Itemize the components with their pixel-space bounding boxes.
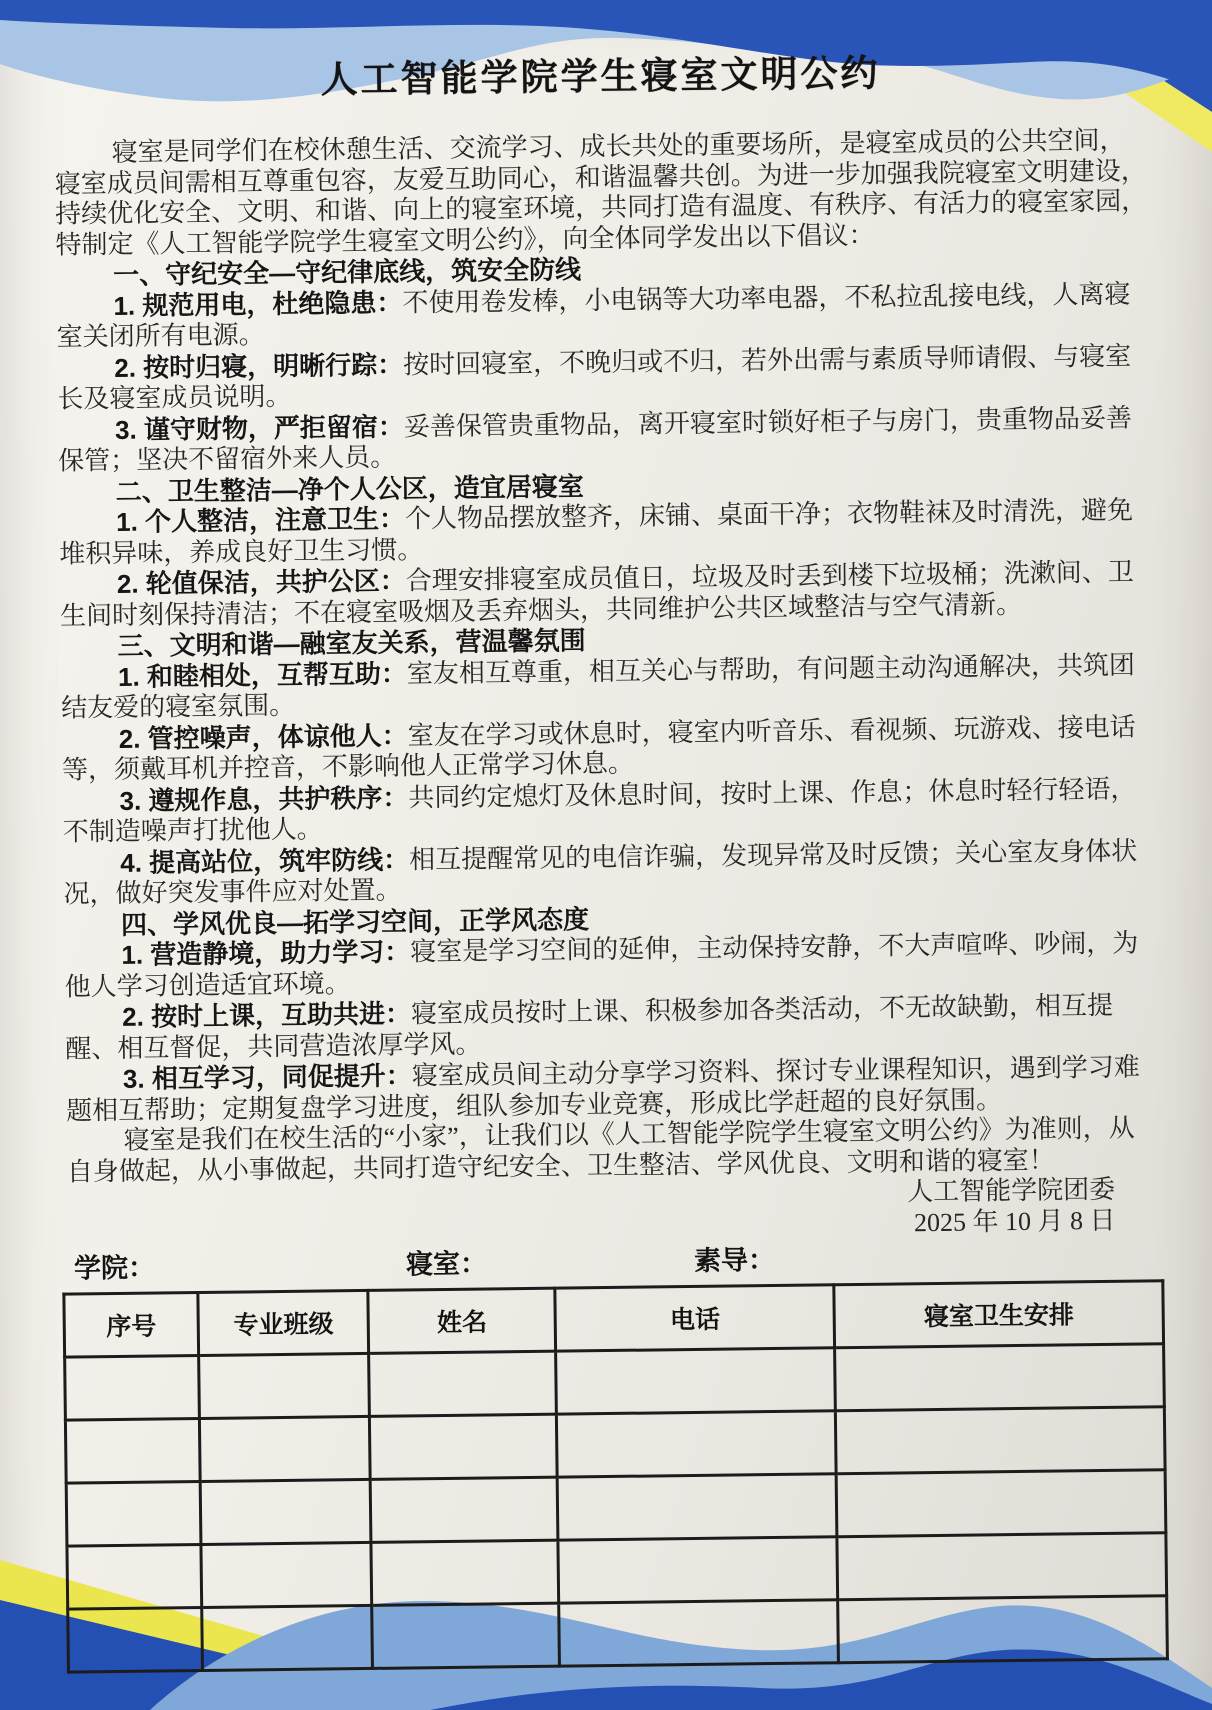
document-body <box>54 125 1161 1237</box>
section-2-heading: 二、卫生整洁—净个人公区，造宜居寝室 <box>115 470 584 507</box>
item-text: 共同约定熄灯及休息时间，按时上课、作息；休息时轻行轻语，不制造噪声打扰他人。 <box>62 774 1137 847</box>
table-cell <box>835 1344 1164 1411</box>
header-seq: 序号 <box>64 1293 199 1358</box>
table-cell <box>557 1411 837 1477</box>
table-cell <box>65 1356 200 1421</box>
table-cell <box>372 1603 560 1668</box>
item-text: 个人物品摆放整齐，床铺、桌面干净；衣物鞋袜及时清洗，避免堆积异味，养成良好卫生习惯。 <box>59 495 1134 569</box>
table-cell <box>199 1416 370 1481</box>
intro-paragraph: 寝室是同学们在校休憩生活、交流学习、成长共处的重要场所，是寝室成员的公共空间，寝室成员间需相互尊重包容，友爱互助同心，和谐温馨共创。为进一步加强我院寝室文明建设，持续优化安全、文明、和谐、向上的寝室环境，共同打造有温度、有秩序、有活力的寝室家园，特制定《人工智能学院学生寝室文明公约》，向全体同学发出以下倡议： <box>54 125 1148 260</box>
table-cell <box>556 1348 836 1414</box>
table-cell <box>836 1470 1165 1537</box>
date: 2025 年 10 月 8 日 <box>913 1205 1116 1237</box>
item-text: 合理安排寝室成员值日，垃圾及时丢到楼下垃圾桶；洗漱间、卫生间时刻保持清洁；不在寝室吸烟及丢弃烟头，共同维护公共区域整洁与空气清新。 <box>59 557 1134 631</box>
item-text: 按时回寝室，不晚归或不归，若外出需与素质导师请假、与寝室长及寝室成员说明。 <box>57 341 1132 414</box>
item-text: 妥善保管贵重物品，离开寝室时锁好柜子与房门，贵重物品妥善保管；坚决不留宿外来人员。 <box>58 403 1133 476</box>
table-cell <box>837 1533 1166 1600</box>
signature: 人工智能学院团委 <box>906 1174 1116 1207</box>
item-text: 室友相互尊重，相互关心与帮助，有问题主动沟通解决，共筑团结友爱的寝室氛围。 <box>61 650 1136 723</box>
table-cell <box>558 1537 838 1603</box>
header-major-class: 专业班级 <box>198 1290 369 1355</box>
item-lead: 3. 遵规作息，共护秩序： <box>119 781 409 816</box>
table-cell <box>68 1608 203 1673</box>
item-lead: 3. 谨守财物，严拒留宿： <box>114 410 405 445</box>
table-cell <box>200 1479 371 1544</box>
item-lead: 2. 按时上课，互助共进： <box>121 998 412 1032</box>
table-cell <box>836 1407 1165 1474</box>
item-lead: 4. 提高站位，筑牢防线： <box>120 843 410 878</box>
item-text: 不使用卷发棒，小电锅等大功率电器，不私拉乱接电线，人离寝室关闭所有电源。 <box>56 279 1131 352</box>
table-cell <box>370 1414 558 1479</box>
dorm-label: 寝室： <box>405 1248 488 1280</box>
item-lead: 2. 按时归寝，明晰行踪： <box>114 348 404 383</box>
header-hygiene: 寝室卫生安排 <box>834 1281 1163 1348</box>
table-cell <box>65 1419 200 1484</box>
item-text: 室友在学习或休息时，寝室内听音乐、看视频、玩游戏、接电话等，须戴耳机并控音，不影响他人正常学习休息。 <box>61 712 1136 785</box>
section-4-heading: 四、学风优良—拓学习空间，正学风态度 <box>120 903 590 940</box>
table-cell <box>66 1482 201 1547</box>
roster-table <box>62 1279 1169 1673</box>
item-lead: 2. 轮值保洁，共护公区： <box>116 565 406 599</box>
item-lead: 2. 管控噪声，体谅他人： <box>118 719 408 754</box>
item-lead: 1. 营造静境，助力学习： <box>121 936 411 970</box>
item-text: 寝室成员按时上课、积极参加各类活动，不无故缺勤，相互提醒、相互督促，共同营造浓厚学风。 <box>65 990 1114 1064</box>
header-name: 姓名 <box>368 1288 556 1353</box>
table-cell <box>199 1353 370 1418</box>
table-cell <box>559 1600 839 1666</box>
table-row <box>68 1596 1168 1672</box>
table-cell <box>67 1545 202 1610</box>
item-text: 寝室是学习空间的延伸，主动保持安静，不大声喧哗、吵闹，为他人学习创造适宜环境。 <box>64 928 1139 1002</box>
document-content <box>53 0 1167 1674</box>
table-cell <box>557 1474 837 1540</box>
section-1-heading: 一、守纪安全—守纪律底线，筑安全防线 <box>112 254 582 290</box>
college-label: 学院： <box>73 1252 156 1284</box>
item-lead: 1. 规范用电，杜绝隐患： <box>113 286 403 321</box>
item-text: 相互提醒常见的电信诈骗，发现异常及时反馈；关心室友身体状况，做好突发事件应对处置。 <box>63 836 1138 909</box>
section-3-heading: 三、文明和谐—融室友关系，营温馨氛围 <box>117 625 586 661</box>
closing-paragraph: 寝室是我们在校生活的“小家”，让我们以《人工智能学院学生寝室文明公约》为准则，从自身做起，从小事做起，共同打造守纪安全、卫生整洁、学风优良、文明和谐的寝室！ <box>66 1113 1135 1187</box>
item-lead: 3. 相互学习，同促提升： <box>122 1060 413 1094</box>
table-cell <box>369 1351 557 1416</box>
item-lead: 1. 和睦相处，互帮互助： <box>117 657 408 692</box>
item-lead: 1. 个人整洁，注意卫生： <box>115 503 406 537</box>
item-text: 寝室成员间主动分享学习资料、探讨专业课程知识，遇到学习难题相互帮助；定期复盘学习进度，组队参加专业竞赛，形成比学赶超的良好氛围。 <box>65 1052 1140 1126</box>
table-cell <box>202 1605 373 1670</box>
header-phone: 电话 <box>555 1285 835 1351</box>
table-cell <box>371 1477 559 1542</box>
table-cell <box>371 1540 559 1605</box>
mentor-label: 素导： <box>693 1244 776 1276</box>
table-cell <box>201 1542 372 1607</box>
document-title: 人工智能学院学生寝室文明公约 <box>320 52 881 101</box>
table-cell <box>838 1596 1167 1663</box>
